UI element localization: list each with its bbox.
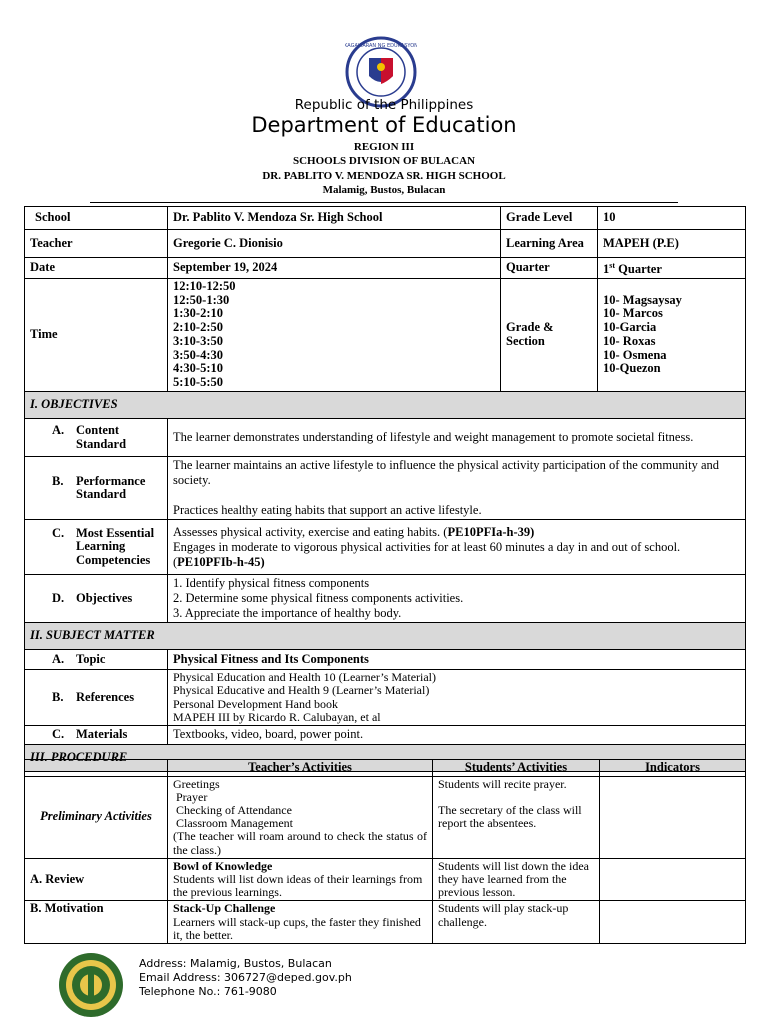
procedure-heading: III. PROCEDURE — [25, 745, 746, 772]
teacher-value: Gregorie C. Dionisio — [168, 230, 501, 258]
objective-item: 1. Identify physical fitness components — [173, 576, 370, 590]
teacher-activities-header: Teacher’s Activities — [168, 760, 433, 777]
review-indicators — [600, 858, 746, 901]
time-label: Time — [25, 279, 168, 392]
school-line: DR. PABLITO V. MENDOZA SR. HIGH SCHOOL — [262, 170, 506, 182]
quarter-label: Quarter — [501, 258, 598, 279]
materials-text: Textbooks, video, board, power point. — [168, 726, 746, 745]
section-item: 10- Osmena — [603, 347, 667, 362]
grade-section-label: Grade & Section — [501, 279, 598, 392]
footer-email: Email Address: 306727@deped.gov.ph — [139, 971, 352, 984]
region-line: REGION III — [353, 141, 415, 153]
time-slot: 2:10-2:50 — [173, 320, 223, 335]
references-label: B. References — [25, 670, 168, 726]
performance-standard-label: B. Performance Standard — [25, 457, 168, 520]
time-slot: 3:50-4:30 — [173, 347, 223, 362]
learning-area-label: Learning Area — [501, 230, 598, 258]
materials-label: C. Materials — [25, 726, 168, 745]
subject-matter-heading: II. SUBJECT MATTER — [25, 623, 746, 650]
svg-text:KAGAWARAN NG EDUKASYON: KAGAWARAN NG EDUKASYON — [345, 43, 417, 49]
motivation-indicators — [600, 901, 746, 944]
reference-item: Personal Development Hand book — [173, 696, 338, 711]
grade-level-label: Grade Level — [501, 207, 598, 230]
time-slot: 4:30-5:10 — [173, 361, 223, 376]
school-seal — [58, 952, 124, 1018]
time-slot: 12:50-1:30 — [173, 292, 230, 307]
review-teacher-activities: Bowl of Knowledge Students will list down ideas of their learnings from the previous learnings. — [168, 858, 433, 901]
section-item: 10- Roxas — [603, 333, 656, 348]
header-divider — [90, 202, 678, 203]
grade-level-value: 10 — [598, 207, 746, 230]
objectives-heading: I. OBJECTIVES — [25, 392, 746, 419]
section-item: 10-Garcia — [603, 320, 657, 335]
preliminary-indicators — [600, 776, 746, 858]
objective-item: 3. Appreciate the importance of healthy body. — [173, 606, 402, 620]
footer-phone: Telephone No.: 761-9080 — [139, 985, 277, 998]
school-value: Dr. Pablito V. Mendoza Sr. High School — [168, 207, 501, 230]
learning-area-value: MAPEH (P.E) — [598, 230, 746, 258]
melc-label: C. Most Essential Learning Competencies — [25, 520, 168, 575]
time-list — [168, 279, 501, 392]
performance-standard-text: The learner maintains an active lifestyle to influence the physical activity participation of the community and society. Practices healthy eating habits that support an active lifestyle. — [168, 457, 746, 520]
preliminary-activities-label: Preliminary Activities — [25, 776, 168, 858]
section-item: 10-Quezon — [603, 361, 661, 376]
time-slot: 3:10-3:50 — [173, 333, 223, 348]
info-table — [24, 206, 746, 392]
footer-address: Address: Malamig, Bustos, Bulacan — [139, 957, 332, 970]
time-slot: 1:30-2:10 — [173, 306, 223, 321]
objectives-table — [24, 391, 746, 772]
section-item: 10- Magsaysay — [603, 292, 682, 307]
republic-line: Republic of the Philippines — [294, 97, 474, 113]
procedure-table — [24, 759, 746, 944]
motivation-students-activities: Students will play stack-up challenge. — [433, 901, 600, 944]
topic-label: A. Topic — [25, 650, 168, 670]
topic-text: Physical Fitness and Its Components — [168, 650, 746, 670]
reference-item: MAPEH III by Ricardo R. Calubayan, et al — [173, 709, 381, 724]
references-list — [168, 670, 746, 726]
reference-item: Physical Education and Health 10 (Learner’s Material) — [173, 670, 437, 685]
school-label: School — [25, 207, 168, 230]
department-title: Department of Education — [251, 113, 517, 137]
content-standard-label: A. Content Standard — [25, 419, 168, 457]
time-slot: 12:10-12:50 — [173, 279, 236, 293]
motivation-teacher-activities: Stack-Up Challenge Learners will stack-up cups, the faster they finished it, the better. — [168, 901, 433, 944]
objectives-label: D. Objectives — [25, 575, 168, 623]
time-slot: 5:10-5:50 — [173, 374, 223, 389]
quarter-value: 1st Quarter — [598, 258, 746, 279]
objectives-list — [168, 575, 746, 623]
preliminary-students-activities: Students will recite prayer. The secretary of the class will report the absentees. — [433, 776, 600, 858]
teacher-label: Teacher — [25, 230, 168, 258]
division-line: SCHOOLS DIVISION OF BULACAN — [292, 155, 476, 167]
content-standard-text: The learner demonstrates understanding of lifestyle and weight management to promote societal fitness. — [168, 419, 746, 457]
indicators-header: Indicators — [600, 760, 746, 777]
date-value: September 19, 2024 — [168, 258, 501, 279]
motivation-label: B. Motivation — [25, 901, 168, 944]
location-line: Malamig, Bustos, Bulacan — [322, 184, 446, 196]
section-item: 10- Marcos — [603, 306, 663, 321]
students-activities-header: Students’ Activities — [433, 760, 600, 777]
section-list — [598, 279, 746, 392]
preliminary-teacher-activities: Greetings Prayer Checking of Attendance Classroom Management (The teacher will roam around to check the status of the class.) — [168, 776, 433, 858]
procedure-blank-header — [25, 760, 168, 777]
reference-item: Physical Educative and Health 9 (Learner’s Material) — [173, 683, 430, 698]
objective-item: 2. Determine some physical fitness components activities. — [173, 591, 464, 605]
date-label: Date — [25, 258, 168, 279]
review-students-activities: Students will list down the idea they have learned from the previous lesson. — [433, 858, 600, 901]
melc-text: Assesses physical activity, exercise and eating habits. (PE10PFIa-h-39) Engages in moderate to vigorous physical activities for at least 60 minutes a day in and out of school. (PE10PFIb-h-45) — [168, 520, 746, 575]
review-label: A. Review — [25, 858, 168, 901]
